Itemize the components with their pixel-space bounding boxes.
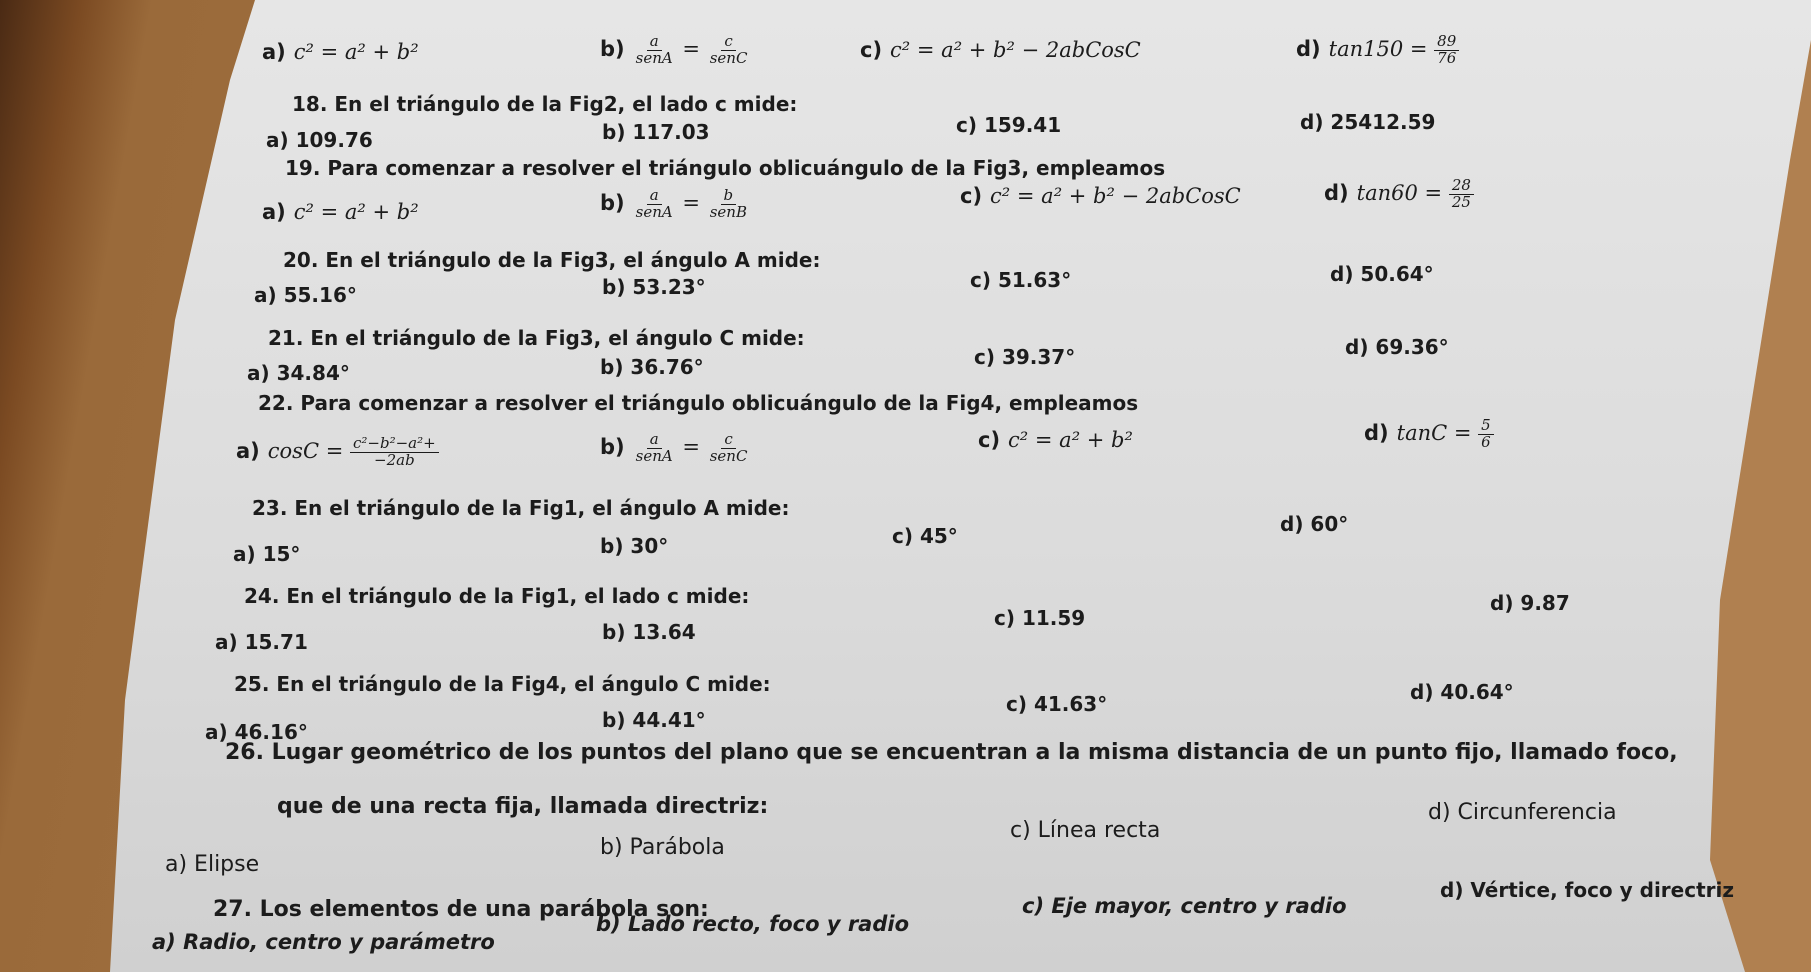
q23-option-b: b) 30°: [600, 534, 669, 558]
row0-option-a: a) c² = a² + b²: [262, 40, 419, 64]
question-23: 23. En el triángulo de la Fig1, el ángulo A mide:: [252, 496, 790, 520]
q25-option-b: b) 44.41°: [602, 708, 706, 732]
q24-option-d: d) 9.87: [1490, 591, 1570, 615]
q22-option-a: a) cosC = $\frac{\text{c²−b²−a²+}}{-2ab}$: [236, 436, 439, 469]
q22-option-c: c) c² = a² + b²: [978, 428, 1133, 452]
q26-option-b: b) Parábola: [600, 835, 725, 860]
row0-option-c: c) c² = a² + b² − 2abCosC: [860, 38, 1141, 62]
question-20: 20. En el triángulo de la Fig3, el ángulo A mide:: [283, 248, 821, 272]
q26-option-a: a) Elipse: [165, 852, 260, 877]
q18-option-d: d) 25412.59: [1300, 110, 1436, 134]
q24-option-a: a) 15.71: [215, 630, 308, 654]
question-25: 25. En el triángulo de la Fig4, el ángulo C mide:: [234, 672, 771, 696]
question-21: 21. En el triángulo de la Fig3, el ángulo C mide:: [268, 326, 805, 350]
q23-option-d: d) 60°: [1280, 512, 1349, 536]
q27-option-b: b) Lado recto, foco y radio: [596, 912, 910, 936]
q18-option-c: c) 159.41: [956, 113, 1062, 137]
q25-option-c: c) 41.63°: [1006, 692, 1108, 716]
q27-option-a: a) Radio, centro y parámetro: [152, 930, 495, 954]
question-26-line1: 26. Lugar geométrico de los puntos del plano que se encuentran a la misma distancia de un punto fijo, llamado foco,: [225, 740, 1678, 765]
q21-option-a: a) 34.84°: [247, 361, 350, 385]
q24-option-c: c) 11.59: [994, 606, 1086, 630]
q22-option-b: b) $\frac{a}{\text{senA}}$ = $\frac{c}{\text{senC}}$: [600, 430, 748, 465]
q21-option-b: b) 36.76°: [600, 355, 704, 379]
question-18: 18. En el triángulo de la Fig2, el lado c mide:: [292, 92, 798, 116]
q23-option-c: c) 45°: [892, 524, 958, 548]
q22-option-d: d) tanC = $\frac{5}{6}$: [1364, 418, 1494, 451]
q18-option-a: a) 109.76: [266, 128, 373, 152]
q25-option-d: d) 40.64°: [1410, 680, 1514, 704]
row0-option-d: d) tan150 = $\frac{89}{76}$: [1296, 34, 1459, 67]
q26-option-d: d) Circunferencia: [1428, 800, 1617, 825]
q20-option-c: c) 51.63°: [970, 268, 1072, 292]
q19-option-a: a) c² = a² + b²: [262, 200, 419, 224]
q20-option-d: d) 50.64°: [1330, 262, 1434, 286]
q26-option-c: c) Línea recta: [1010, 818, 1161, 843]
q21-option-d: d) 69.36°: [1345, 335, 1449, 359]
q23-option-a: a) 15°: [233, 542, 301, 566]
q27-option-c: c) Eje mayor, centro y radio: [1022, 894, 1347, 918]
q19-option-d: d) tan60 = $\frac{28}{25}$: [1324, 178, 1474, 211]
q27-option-d: d) Vértice, foco y directriz: [1440, 878, 1735, 902]
row0-option-b: b) $\frac{a}{\text{senA}}$ = $\frac{c}{\text{senC}}$: [600, 32, 748, 67]
q21-option-c: c) 39.37°: [974, 345, 1076, 369]
q25-option-a: a) 46.16°: [205, 720, 308, 744]
q20-option-b: b) 53.23°: [602, 275, 706, 299]
q19-option-b: b) $\frac{a}{\text{senA}}$ = $\frac{b}{\text{senB}}$: [600, 186, 747, 221]
q19-option-c: c) c² = a² + b² − 2abCosC: [960, 184, 1241, 208]
q24-option-b: b) 13.64: [602, 620, 696, 644]
question-27: 27. Los elementos de una parábola son:: [213, 897, 709, 922]
q20-option-a: a) 55.16°: [254, 283, 357, 307]
question-24: 24. En el triángulo de la Fig1, el lado c mide:: [244, 584, 750, 608]
question-19: 19. Para comenzar a resolver el triángulo oblicuángulo de la Fig3, empleamos: [285, 156, 1166, 180]
q18-option-b: b) 117.03: [602, 120, 710, 144]
question-26-line2: que de una recta fija, llamada directriz:: [277, 794, 769, 819]
question-22: 22. Para comenzar a resolver el triángulo oblicuángulo de la Fig4, empleamos: [258, 391, 1139, 415]
